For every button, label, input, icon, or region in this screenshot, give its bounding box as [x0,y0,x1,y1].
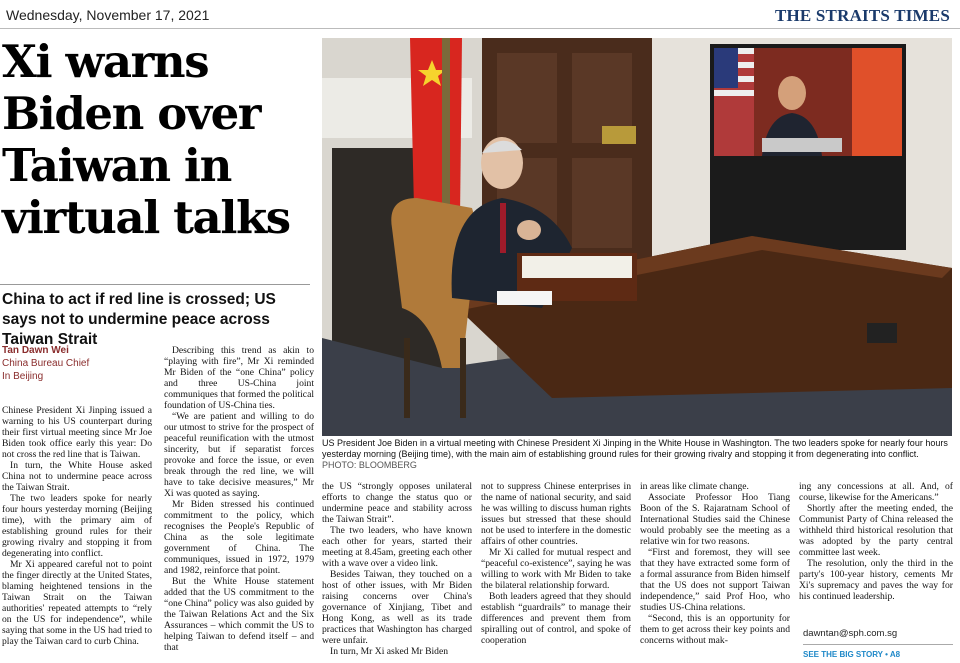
paragraph: But the White House statement added that the US commitment to the “one China” policy was also guided by the Taiwan Relations Act and the Six Assurances – which commit the US to helping Taiwan to defend itself – and that [164,576,314,653]
body-column-6 [799,481,953,602]
paragraph: Mr Xi appeared careful not to point the finger directly at the United States, blaming heightened tensions in the Taiwan Strait on the Taiwan authorities' repeated attempts to “rely on the US for independence”, while saying that some in the US had tried to play the Taiwan card to curb China. [2,559,152,647]
photo-illustration [322,38,952,436]
paragraph: Chinese President Xi Jinping issued a warning to his US counterpart during their first virtual meeting since Mr Joe Biden took office early this year: Do not cross the red line that is Taiwan. [2,405,152,460]
deck-divider [0,284,310,285]
byline [2,344,152,383]
paragraph: The two leaders, who have known each other for years, started their meeting at 8.45am, greeting each other with a wave over a video link. [322,525,472,569]
photo-credit: PHOTO: BLOOMBERG [322,460,417,470]
paragraph: In turn, Mr Xi asked Mr Biden [330,646,449,657]
paragraph: The resolution, only the third in the party's 100-year history, cements Mr Xi's supremacy and paves the way for his continued leadership. [799,558,953,602]
paragraph: not to suppress Chinese enterprises in the name of national security, and said he was willing to discuss human rights issues but stressed that these should not be used to interfere in the domestic affairs of other countries. [481,481,631,547]
photo-caption [322,438,954,471]
paragraph: Mr Xi called for mutual respect and “peaceful co-existence”, saying he was willing to work with Mr Biden to take the bilateral relationship forward. [481,547,631,591]
see-also-link[interactable]: SEE THE BIG STORY • A8 [803,650,901,659]
paragraph: “First and foremost, they will see that they have extracted some form of a formal assurance from Biden himself that the US does not support Taiwan independence,” said Prof Hoo, who studies US-China relations. [640,547,790,613]
article-headline: Xi warns Biden over Taiwan in virtual talks [2,35,290,244]
paragraph: In turn, the White House asked China not to undermine peace across the Taiwan Strait. [2,460,152,493]
paragraph: Associate Professor Hoo Tiang Boon of the S. Rajaratnam School of International Studies said the Chinese would probably see the meeting as a relative win for two reasons. [640,492,790,547]
paragraph: Mr Biden stressed his continued commitment to the policy, which recognises the People's Republic of China as the sole legitimate government of China. The communiques, issued in 1972, 1979 and 1982, reinforce that point. [164,499,314,576]
byline-title: China Bureau Chief [2,358,90,369]
paragraph: “Second, this is an opportunity for them to get across their key points and concerns without mak- [640,613,790,646]
paragraph: Besides Taiwan, they touched on a host of other issues, with Mr Biden raising concerns over China's governance of Xinjiang, Tibet and Hong Kong, as well as its trade practices that Washington has charged were unfair. [322,569,472,646]
body-column-4 [481,481,631,646]
email-divider [803,644,953,645]
news-photo [322,38,952,436]
body-column-2 [164,345,314,653]
paragraph: Both leaders agreed that they should establish “guardrails” to manage their differences and prevent them from spiralling out of control, and spoke of cooperation [481,591,631,646]
body-column-5 [640,481,790,646]
paragraph: Describing this trend as akin to “playing with fire”, Mr Xi reminded Mr Biden of the “one China” policy and three US-China joint communiques that formed the political foundation of US-China ties. [164,345,314,411]
paragraph: the US “strongly opposes unilateral efforts to change the status quo or undermine peace and stability across the Taiwan Strait”. [322,481,472,525]
masthead-logo: THE STRAITS TIMES [774,6,950,25]
article-deck: China to act if red line is crossed; US says not to undermine peace across Taiwan Strait [2,291,276,348]
body-column-1 [2,405,152,647]
paragraph: ing any concessions at all. And, of course, likewise for the Americans.” [799,481,953,503]
paragraph: in areas like climate change. [640,481,749,492]
caption-text: US President Joe Biden in a virtual meeting with Chinese President Xi Jinping in the White House in Washington. The two leaders spoke for nearly four hours yesterday morning (Beijing time), with the main aim of establishing ground rules for their growing rivalry and stopping it from degenerating into conflict. [322,438,948,459]
header-divider [0,28,960,29]
paragraph: The two leaders spoke for nearly four hours yesterday morning (Beijing time), with the primary aim of establishing ground rules for their growing rivalry and stopping it from degenerating into conflict. [2,493,152,559]
byline-location: In Beijing [2,371,44,382]
byline-name: Tan Dawn Wei [2,345,69,356]
body-column-3 [322,481,472,657]
paragraph: “We are patient and willing to do our utmost to strive for the prospect of peaceful reunification with the utmost sincerity, but if separatist forces provoke and force the issue, or even break through the red line, we will have to take decisive measures,” Mr Xi was quoted as saying. [164,411,314,499]
issue-date: Wednesday, November 17, 2021 [6,7,210,23]
author-email[interactable]: dawntan@sph.com.sg [803,628,898,639]
paragraph: Shortly after the meeting ended, the Communist Party of China released the withheld third historical resolution that was adopted by the party central committee last week. [799,503,953,558]
